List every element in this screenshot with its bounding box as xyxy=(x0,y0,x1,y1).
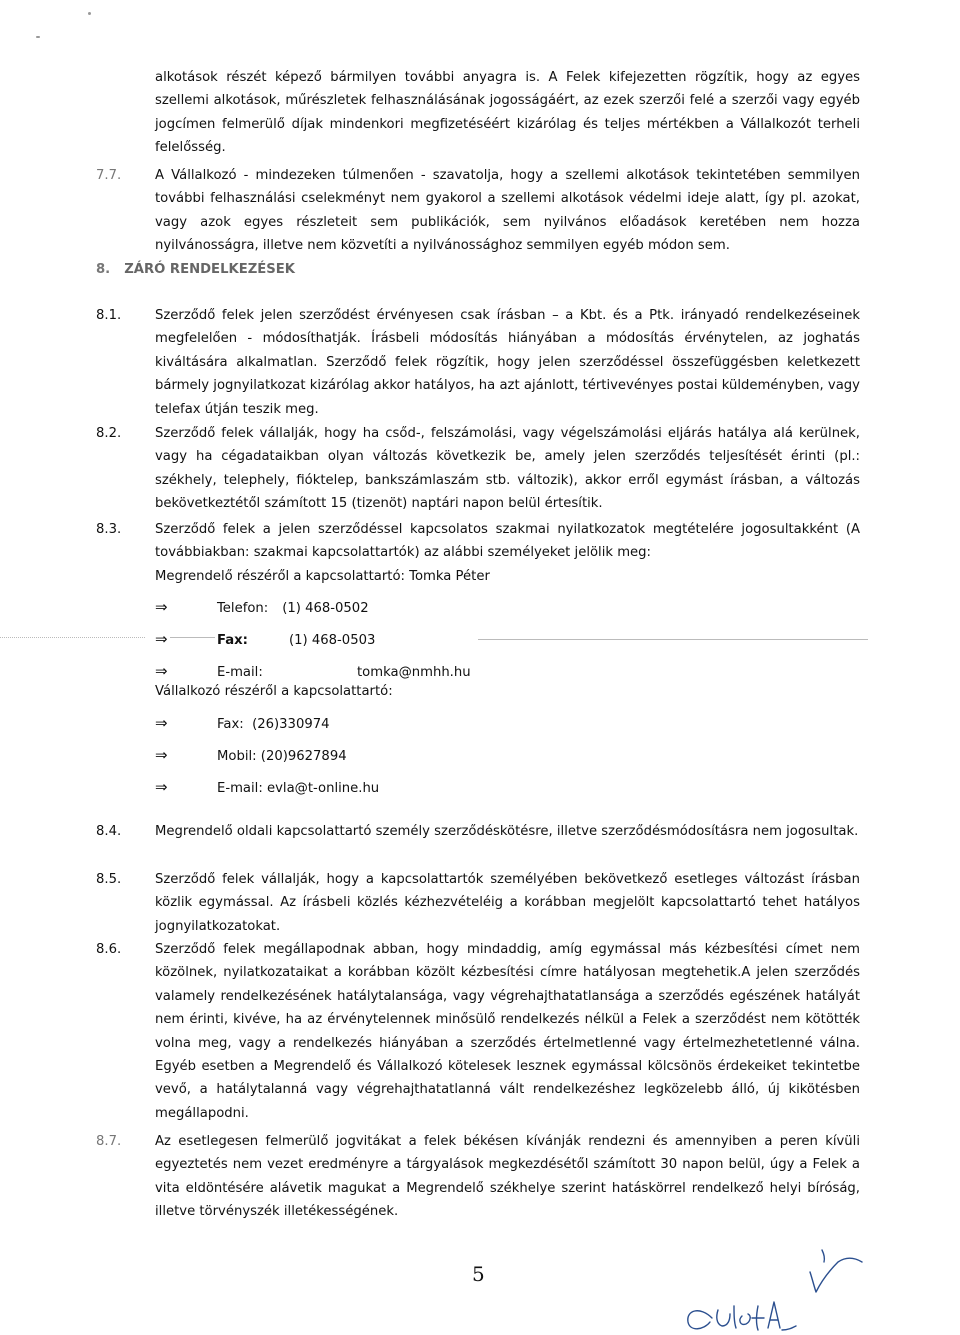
contact-value: evla@t-online.hu xyxy=(267,781,380,796)
vallalkozo-contact-line: Vállalkozó részéről a kapcsolattartó: xyxy=(155,684,393,699)
double-arrow-right-icon: ⇒ xyxy=(155,630,168,648)
double-arrow-right-icon: ⇒ xyxy=(155,746,168,764)
section-number-7-7: 7.7. xyxy=(96,168,122,183)
contact-value: (20)9627894 xyxy=(260,749,347,764)
section-heading-title: ZÁRÓ RENDELKEZÉSEK xyxy=(124,262,295,277)
page-number: 5 xyxy=(472,1262,485,1286)
paragraph-8-3: Szerződő felek a jelen szerződéssel kapcsolatos szakmai nyilatkozatok megtételére jogosultakként (A továbbiakban: szakmai kapcsolattartók) az alábbi személyeket jelölik meg: xyxy=(155,522,860,561)
section-number-8-6: 8.6. xyxy=(96,942,122,957)
contact-row-fax-vallalkozo xyxy=(155,712,330,736)
section-number-8-4: 8.4. xyxy=(96,824,122,839)
scan-line xyxy=(478,639,868,640)
scan-line xyxy=(0,637,145,638)
paragraph-8-4: Megrendelő oldali kapcsolattartó személy szerződéskötésre, illetve szerződésmódosításra nem jogosultak. xyxy=(155,824,859,839)
double-arrow-right-icon: ⇒ xyxy=(155,778,168,796)
scan-line xyxy=(170,637,215,638)
contact-label: E-mail: xyxy=(217,781,263,796)
contact-value: (26)330974 xyxy=(252,717,330,732)
contact-row-fax xyxy=(155,628,375,652)
contact-row-telefon xyxy=(155,596,369,620)
contact-label: Telefon: xyxy=(217,601,269,616)
section-number-8-5: 8.5. xyxy=(96,872,122,887)
contact-value: tomka@nmhh.hu xyxy=(357,665,471,680)
paragraph-7-7: A Vállalkozó - mindezeken túlmenően - szavatolja, hogy a szellemi alkotások tekintetében semmilyen további felhasználási cselekményt nem gyakorol a szellemi alkotások védelmi ideje alatt, így pl. azokat, vagy azok egyes részleteit sem publikációk, sem nyilvános előadások keretében nem hozza nyilvánosságra, illetve nem közvetíti a nyilvánossághoz semmilyen egyéb módon sem. xyxy=(155,168,860,254)
double-arrow-right-icon: ⇒ xyxy=(155,662,168,680)
paragraph-8-2: Szerződő felek vállalják, hogy ha csőd-, felszámolási, vagy végelszámolási eljárás hatálya alá kerülnek, vagy ha cégadataikban olyan változás következik be, amely jelen szerződés teljesítését érinti (pl.: székhely, telephely, fióktelep, bankszámlaszám stb. változik), akkor erről egymást írásban, a változás bekövetkeztétől számított 15 (tizenöt) naptári napon belül értesítik. xyxy=(155,426,860,512)
section-number-8-2: 8.2. xyxy=(96,426,122,441)
section-number-8-1: 8.1. xyxy=(96,308,122,323)
scan-speck xyxy=(88,12,91,15)
paragraph-8-5: Szerződő felek vállalják, hogy a kapcsolattartók személyében bekövetkező esetleges változást írásban közlik egymással. Az írásbeli közlés kézhezvételéig a korábban megjelölt kapcsolattartó tehet hatályos jognyilatkozatokat. xyxy=(155,872,860,934)
contact-row-mobil xyxy=(155,744,347,768)
double-arrow-right-icon: ⇒ xyxy=(155,598,168,616)
contact-label: Fax: xyxy=(217,717,244,732)
contact-value: (1) 468-0503 xyxy=(289,633,376,648)
paragraph-8-6: Szerződő felek megállapodnak abban, hogy mindaddig, amíg egymással más kézbesítési címet nem közölnek, nyilatkozataikat a korábban közölt kézbesítési címre hatályosan megtehetik.A jelen szerződés valamely rendelkezésének hatálytalansága, vagy végrehajthatatlansága a szerződés egészének hatályát nem érinti, kivéve, ha az érvénytelennek minősülő rendelkezés nélkül a Felek a szerződést nem kötötték volna meg, vagy a rendelkezés hiányában a szerződés értelmetlenné vagy értelmezhetetlenné válna. Egyéb esetben a Megrendelő és Vállalkozó kötelesek lesznek egymással kölcsönös érdekeiket tekintetbe vevő, a hatálytalanná vagy végrehajthatatlanná vált rendelkezéshez legközelebb álló, új kikötésben megállapodni. xyxy=(155,942,860,1121)
section-number-8-3: 8.3. xyxy=(96,522,122,537)
contact-label: Mobil: xyxy=(217,749,257,764)
paragraph-8-1: Szerződő felek jelen szerződést érvényesen csak írásban – a Kbt. és a Ptk. irányadó rendelkezéseinek megfelelően - módosíthatják. Írásbeli módosítás hiányában a módosítás érvénytelen, az joghatás kiváltására alkalmatlan. Szerződő felek rögzítik, hogy jelen szerződéssel összefüggésben keletkezett bármely jognyilatkozat kizárólag akkor hatályos, ha azt ajánlott, tértivevényes postai küldeményben, vagy telefax útján teszik meg. xyxy=(155,308,860,417)
megrendelo-contact-line: Megrendelő részéről a kapcsolattartó: Tomka Péter xyxy=(155,569,490,584)
paragraph-intro: alkotások részét képező bármilyen további anyagra is. A Felek kifejezetten rögzítik, hogy az egyes szellemi alkotások, műrészletek felhasználásának jogosságáért, az ezek szerzői felé a szerzői vagy egyéb jogcímen felmerülő díjak mindenkori megfizetéséért kizárólag és teljes mértékben a Vállalkozót terheli felelősség. xyxy=(155,70,860,156)
double-arrow-right-icon: ⇒ xyxy=(155,714,168,732)
handwritten-signature xyxy=(672,1240,872,1335)
contact-label: E-mail: xyxy=(217,665,263,680)
contact-row-email-vallalkozo xyxy=(155,776,379,800)
contact-value: (1) 468-0502 xyxy=(282,601,369,616)
paragraph-8-7: Az esetlegesen felmerülő jogvitákat a felek békésen kívánják rendezni és amennyiben a peren kívüli egyeztetés nem vezet eredményre a tárgyalások megkezdésétől számított 30 napon belül, úgy a Felek a vita eldöntésére alávetik magukat a Megrendelő székhelye szerint hatáskörrel rendelkező helyi bíróság, illetve törvényszék illetékességének. xyxy=(155,1134,860,1220)
contact-label: Fax: xyxy=(217,633,248,648)
section-heading-number: 8. xyxy=(96,262,111,277)
section-heading-8 xyxy=(96,258,295,281)
section-number-8-7: 8.7. xyxy=(96,1134,122,1149)
scan-speck xyxy=(36,36,40,38)
